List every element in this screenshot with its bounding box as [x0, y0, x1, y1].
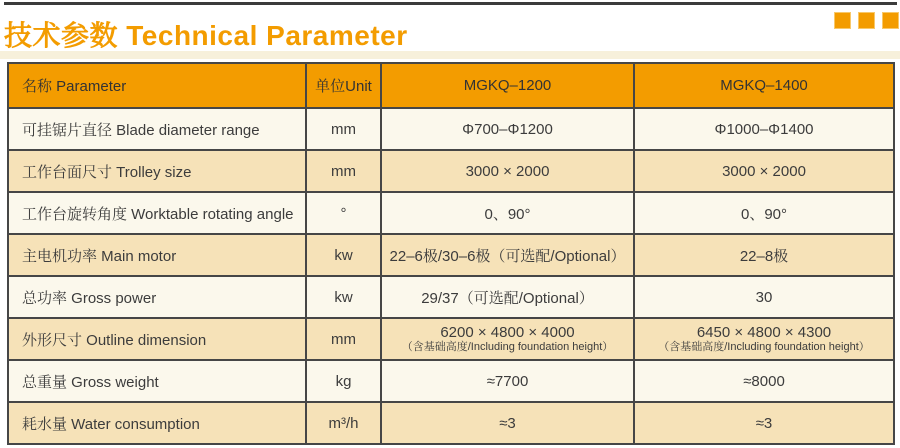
value-note: （含基础高度/Including foundation height） [401, 341, 614, 353]
value-cell-mgkq1200: 22–6极/30–6极（可选配/Optional） [381, 234, 634, 276]
value-cell-mgkq1400: 22–8极 [634, 234, 894, 276]
param-name-cell: 工作台面尺寸 Trolley size [8, 150, 306, 192]
value-cell-mgkq1200 [381, 318, 634, 360]
unit-cell: kw [306, 276, 381, 318]
decorative-squares [835, 13, 898, 28]
technical-parameter-table [7, 62, 895, 445]
table-row [8, 234, 894, 276]
value-cell-mgkq1200: 3000 × 2000 [381, 150, 634, 192]
unit-cell: m³/h [306, 402, 381, 444]
unit-cell: ° [306, 192, 381, 234]
value-cell-mgkq1400: ≈8000 [634, 360, 894, 402]
value-cell-mgkq1400: 3000 × 2000 [634, 150, 894, 192]
param-name-cell: 耗水量 Water consumption [8, 402, 306, 444]
table-row [8, 402, 894, 444]
table-row [8, 276, 894, 318]
value-cell-mgkq1400: 30 [634, 276, 894, 318]
unit-cell: mm [306, 108, 381, 150]
top-rule [4, 2, 897, 5]
orange-square-icon [835, 13, 850, 28]
value-cell-mgkq1200: ≈7700 [381, 360, 634, 402]
page-title: 技术参数 Technical Parameter [4, 20, 408, 51]
table-row [8, 192, 894, 234]
value-cell-mgkq1400: Φ1000–Φ1400 [634, 108, 894, 150]
unit-cell: mm [306, 318, 381, 360]
table-row [8, 360, 894, 402]
value-cell-mgkq1400: 0、90° [634, 192, 894, 234]
value-cell-mgkq1200: 0、90° [381, 192, 634, 234]
unit-cell: kw [306, 234, 381, 276]
value-cell-mgkq1200: 29/37（可选配/Optional） [381, 276, 634, 318]
param-name-cell: 外形尺寸 Outline dimension [8, 318, 306, 360]
table-row [8, 318, 894, 360]
header-mgkq-1400: MGKQ–1400 [634, 63, 894, 108]
param-name-cell: 总功率 Gross power [8, 276, 306, 318]
table-header-row [8, 63, 894, 108]
param-name-cell: 可挂锯片直径 Blade diameter range [8, 108, 306, 150]
value-main: 6200 × 4800 × 4000 [440, 324, 575, 341]
param-name-cell: 主电机功率 Main motor [8, 234, 306, 276]
unit-cell: kg [306, 360, 381, 402]
header-unit: 单位Unit [306, 63, 381, 108]
orange-square-icon [859, 13, 874, 28]
orange-square-icon [883, 13, 898, 28]
table-row [8, 108, 894, 150]
value-cell-mgkq1400 [634, 318, 894, 360]
header-parameter: 名称 Parameter [8, 63, 306, 108]
value-cell-mgkq1200: ≈3 [381, 402, 634, 444]
value-cell-mgkq1400: ≈3 [634, 402, 894, 444]
value-note: （含基础高度/Including foundation height） [658, 341, 870, 353]
value-cell-mgkq1200: Φ700–Φ1200 [381, 108, 634, 150]
param-name-cell: 工作台旋转角度 Worktable rotating angle [8, 192, 306, 234]
unit-cell: mm [306, 150, 381, 192]
header-mgkq-1200: MGKQ–1200 [381, 63, 634, 108]
table-row [8, 150, 894, 192]
value-main: 6450 × 4800 × 4300 [696, 324, 832, 341]
param-name-cell: 总重量 Gross weight [8, 360, 306, 402]
title-underline-band [0, 51, 900, 59]
